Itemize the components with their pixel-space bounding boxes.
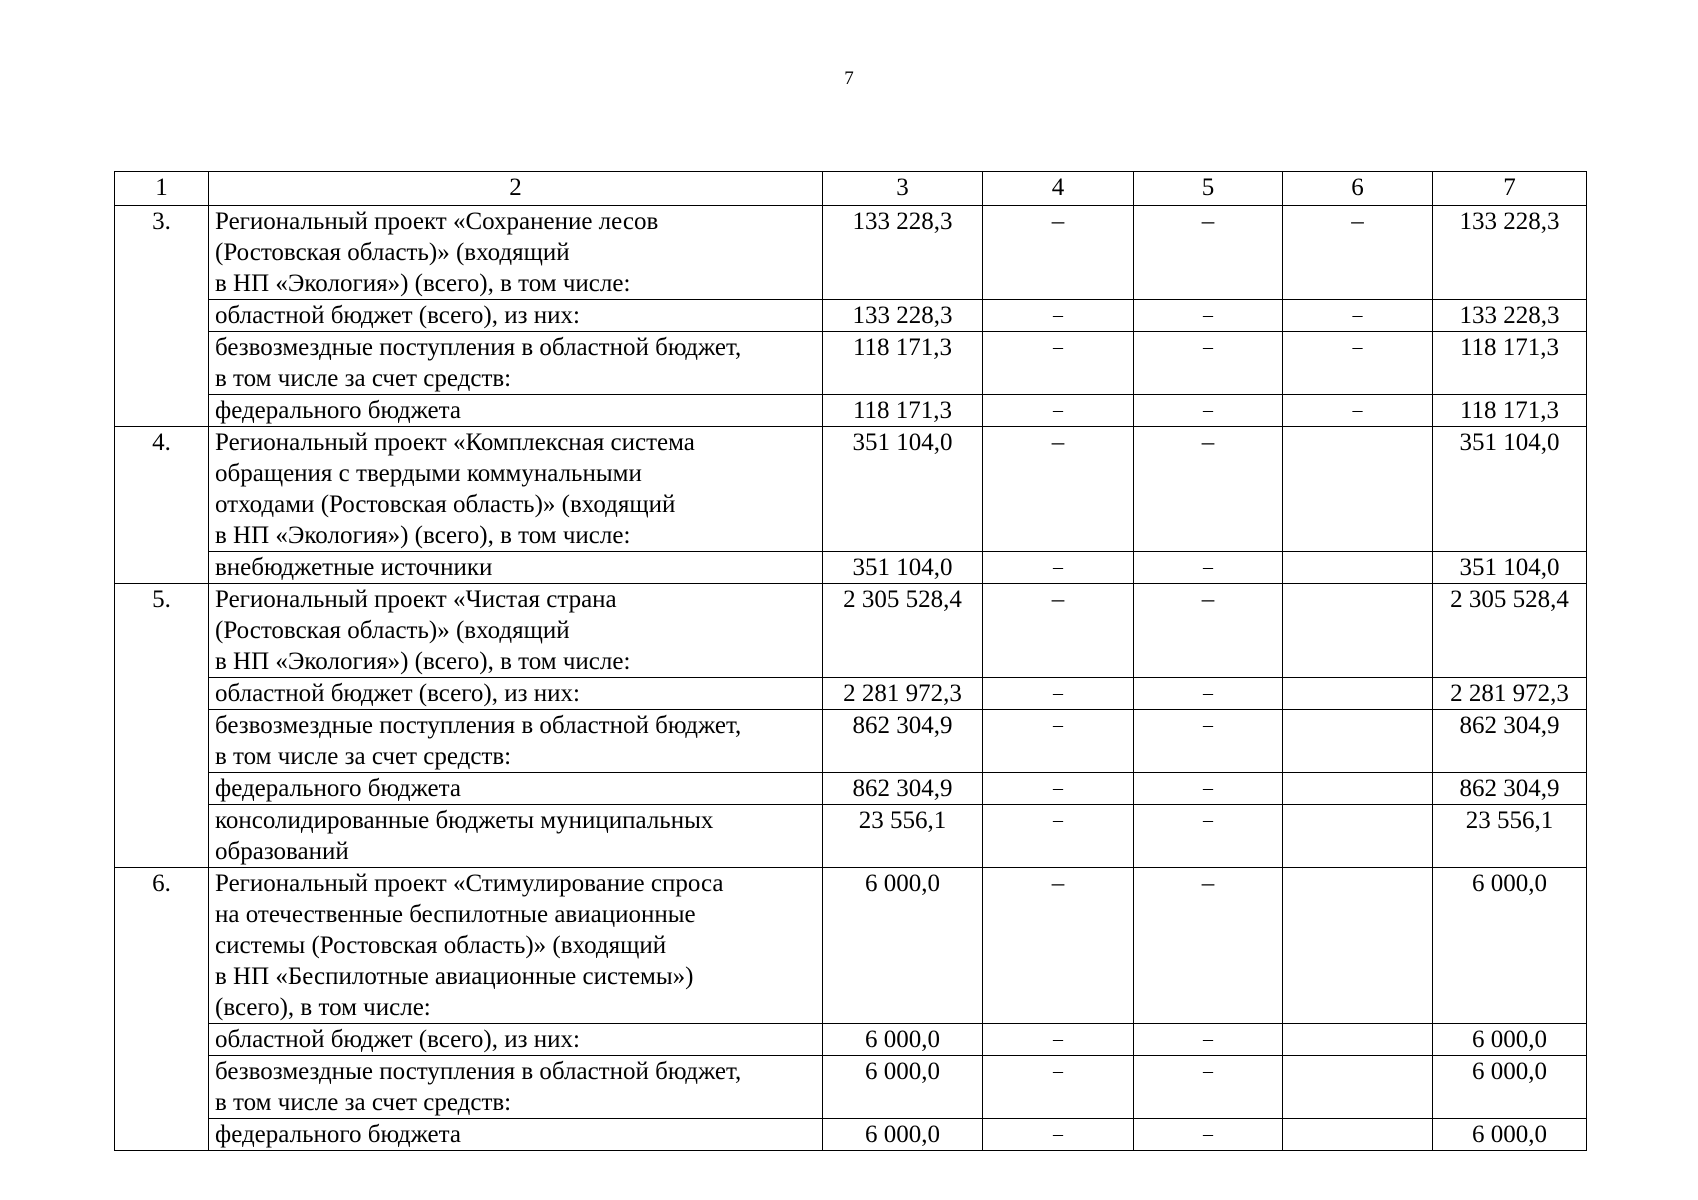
- value-cell-5: –: [1134, 710, 1283, 773]
- value-cell-4: –: [983, 868, 1134, 1024]
- table-row: [115, 773, 1587, 805]
- value-cell-6: –: [1283, 332, 1433, 395]
- page-number: 7: [844, 68, 854, 89]
- value-cell-3: 6 000,0: [823, 1119, 983, 1151]
- value-cell-7: 6 000,0: [1433, 1024, 1587, 1056]
- value-cell-6: [1283, 1119, 1433, 1151]
- header-cell-6: 6: [1283, 172, 1433, 206]
- value-cell-7: 6 000,0: [1433, 1119, 1587, 1151]
- value-cell-7: 23 556,1: [1433, 805, 1587, 868]
- value-cell-5: –: [1134, 1119, 1283, 1151]
- description-cell: областной бюджет (всего), из них:: [209, 1024, 823, 1056]
- value-cell-7: 118 171,3: [1433, 395, 1587, 427]
- value-cell-3: 2 305 528,4: [823, 584, 983, 678]
- value-cell-3: 6 000,0: [823, 1056, 983, 1119]
- table-row: [115, 552, 1587, 584]
- value-cell-3: 2 281 972,3: [823, 678, 983, 710]
- value-cell-6: [1283, 552, 1433, 584]
- value-cell-4: –: [983, 1024, 1134, 1056]
- table-row: [115, 678, 1587, 710]
- value-cell-4: –: [983, 206, 1134, 300]
- table-row: [115, 1056, 1587, 1119]
- value-cell-7: 862 304,9: [1433, 710, 1587, 773]
- value-cell-5: –: [1134, 868, 1283, 1024]
- value-cell-5: –: [1134, 300, 1283, 332]
- value-cell-4: –: [983, 678, 1134, 710]
- value-cell-3: 6 000,0: [823, 868, 983, 1024]
- value-cell-7: 2 305 528,4: [1433, 584, 1587, 678]
- header-cell-1: 1: [115, 172, 209, 206]
- value-cell-7: 133 228,3: [1433, 300, 1587, 332]
- description-cell: Региональный проект «Сохранение лесов (Ростовская область)» (входящий в НП «Экология») (всего), в том числе:: [209, 206, 823, 300]
- value-cell-7: 6 000,0: [1433, 868, 1587, 1024]
- description-cell: безвозмездные поступления в областной бюджет, в том числе за счет средств:: [209, 1056, 823, 1119]
- value-cell-5: –: [1134, 773, 1283, 805]
- value-cell-4: –: [983, 805, 1134, 868]
- value-cell-7: 351 104,0: [1433, 427, 1587, 552]
- table-row: [115, 427, 1587, 552]
- value-cell-3: 118 171,3: [823, 332, 983, 395]
- table-row: [115, 1024, 1587, 1056]
- value-cell-5: –: [1134, 1024, 1283, 1056]
- value-cell-3: 351 104,0: [823, 427, 983, 552]
- description-cell: федерального бюджета: [209, 1119, 823, 1151]
- row-number-cell: 3.: [115, 206, 209, 427]
- value-cell-6: –: [1283, 300, 1433, 332]
- header-cell-2: 2: [209, 172, 823, 206]
- value-cell-3: 133 228,3: [823, 206, 983, 300]
- value-cell-7: 133 228,3: [1433, 206, 1587, 300]
- description-cell: Региональный проект «Комплексная система обращения с твердыми коммунальными отходами (Ростовская область)» (входящий в НП «Экология») (всего), в том числе:: [209, 427, 823, 552]
- value-cell-6: [1283, 1024, 1433, 1056]
- header-cell-4: 4: [983, 172, 1134, 206]
- budget-table: [114, 171, 1587, 1151]
- value-cell-6: [1283, 805, 1433, 868]
- value-cell-3: 862 304,9: [823, 773, 983, 805]
- description-cell: федерального бюджета: [209, 395, 823, 427]
- value-cell-3: 23 556,1: [823, 805, 983, 868]
- description-cell: Региональный проект «Стимулирование спроса на отечественные беспилотные авиационные системы (Ростовская область)» (входящий в НП «Беспилотные авиационные системы») (всего), в том числе:: [209, 868, 823, 1024]
- value-cell-5: –: [1134, 552, 1283, 584]
- table-header-row: [115, 172, 1587, 206]
- table-row: [115, 206, 1587, 300]
- value-cell-7: 351 104,0: [1433, 552, 1587, 584]
- value-cell-5: –: [1134, 395, 1283, 427]
- header-cell-5: 5: [1134, 172, 1283, 206]
- value-cell-5: –: [1134, 1056, 1283, 1119]
- value-cell-4: –: [983, 710, 1134, 773]
- description-cell: областной бюджет (всего), из них:: [209, 678, 823, 710]
- value-cell-3: 6 000,0: [823, 1024, 983, 1056]
- row-number-cell: 4.: [115, 427, 209, 584]
- value-cell-6: –: [1283, 206, 1433, 300]
- value-cell-5: –: [1134, 678, 1283, 710]
- value-cell-6: [1283, 773, 1433, 805]
- description-cell: безвозмездные поступления в областной бюджет, в том числе за счет средств:: [209, 332, 823, 395]
- value-cell-6: [1283, 868, 1433, 1024]
- value-cell-6: [1283, 710, 1433, 773]
- value-cell-3: 351 104,0: [823, 552, 983, 584]
- description-cell: федерального бюджета: [209, 773, 823, 805]
- value-cell-6: [1283, 584, 1433, 678]
- table-row: [115, 332, 1587, 395]
- value-cell-7: 862 304,9: [1433, 773, 1587, 805]
- row-number-cell: 5.: [115, 584, 209, 868]
- value-cell-6: [1283, 678, 1433, 710]
- value-cell-5: –: [1134, 584, 1283, 678]
- value-cell-7: 118 171,3: [1433, 332, 1587, 395]
- table-row: [115, 395, 1587, 427]
- description-cell: внебюджетные источники: [209, 552, 823, 584]
- value-cell-3: 133 228,3: [823, 300, 983, 332]
- value-cell-6: [1283, 427, 1433, 552]
- value-cell-4: –: [983, 584, 1134, 678]
- value-cell-7: 6 000,0: [1433, 1056, 1587, 1119]
- value-cell-5: –: [1134, 206, 1283, 300]
- value-cell-4: –: [983, 1056, 1134, 1119]
- value-cell-6: [1283, 1056, 1433, 1119]
- row-number-cell: 6.: [115, 868, 209, 1151]
- table-row: [115, 300, 1587, 332]
- value-cell-4: –: [983, 552, 1134, 584]
- table-row: [115, 710, 1587, 773]
- table-row: [115, 1119, 1587, 1151]
- table-row: [115, 805, 1587, 868]
- description-cell: безвозмездные поступления в областной бюджет, в том числе за счет средств:: [209, 710, 823, 773]
- value-cell-5: –: [1134, 332, 1283, 395]
- value-cell-5: –: [1134, 805, 1283, 868]
- value-cell-7: 2 281 972,3: [1433, 678, 1587, 710]
- value-cell-4: –: [983, 773, 1134, 805]
- value-cell-4: –: [983, 1119, 1134, 1151]
- header-cell-7: 7: [1433, 172, 1587, 206]
- value-cell-3: 862 304,9: [823, 710, 983, 773]
- value-cell-6: –: [1283, 395, 1433, 427]
- value-cell-4: –: [983, 427, 1134, 552]
- value-cell-4: –: [983, 395, 1134, 427]
- value-cell-4: –: [983, 332, 1134, 395]
- description-cell: консолидированные бюджеты муниципальных образований: [209, 805, 823, 868]
- value-cell-3: 118 171,3: [823, 395, 983, 427]
- value-cell-5: –: [1134, 427, 1283, 552]
- table-row: [115, 868, 1587, 1024]
- description-cell: Региональный проект «Чистая страна (Ростовская область)» (входящий в НП «Экология») (всего), в том числе:: [209, 584, 823, 678]
- value-cell-4: –: [983, 300, 1134, 332]
- table-row: [115, 584, 1587, 678]
- description-cell: областной бюджет (всего), из них:: [209, 300, 823, 332]
- header-cell-3: 3: [823, 172, 983, 206]
